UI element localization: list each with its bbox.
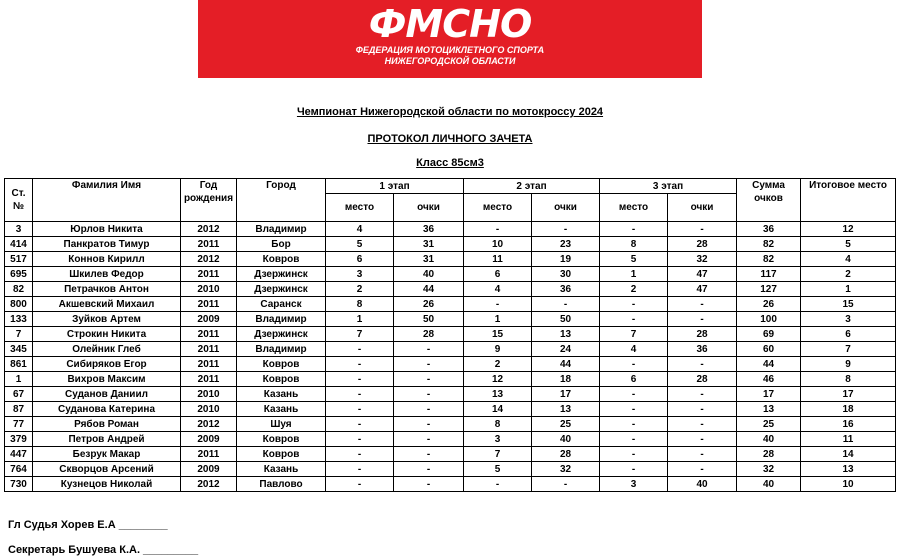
cell-number: 67 (5, 387, 33, 402)
cell-stage2-points: 13 (532, 402, 600, 417)
class-title: Класс 85см3 (416, 157, 484, 169)
cell-stage3-place: - (600, 357, 668, 372)
cell-stage2-points: - (532, 297, 600, 312)
cell-total: 26 (737, 297, 801, 312)
cell-stage3-place: 1 (600, 267, 668, 282)
cell-total: 13 (737, 402, 801, 417)
cell-stage2-place: 2 (464, 357, 532, 372)
cell-number: 3 (5, 222, 33, 237)
cell-city: Казань (237, 402, 326, 417)
cell-stage3-place: - (600, 462, 668, 477)
cell-city: Дзержинск (237, 282, 326, 297)
cell-number: 7 (5, 327, 33, 342)
cell-final-place: 18 (801, 402, 896, 417)
table-row (5, 477, 896, 492)
cell-stage2-points: 44 (532, 357, 600, 372)
cell-stage2-points: 40 (532, 432, 600, 447)
cell-name: Акшевский Михаил (33, 297, 181, 312)
cell-stage3-points: - (668, 357, 737, 372)
cell-stage2-points: 30 (532, 267, 600, 282)
cell-stage1-points: 28 (394, 327, 464, 342)
table-row (5, 342, 896, 357)
cell-city: Дзержинск (237, 267, 326, 282)
cell-stage3-place: - (600, 447, 668, 462)
cell-stage3-place: - (600, 432, 668, 447)
cell-total: 46 (737, 372, 801, 387)
org-name-line2: НИЖЕГОРОДСКОЙ ОБЛАСТИ (384, 56, 516, 66)
cell-stage1-place: - (326, 417, 394, 432)
cell-name: Безрук Макар (33, 447, 181, 462)
cell-stage1-place: - (326, 447, 394, 462)
cell-stage2-points: - (532, 222, 600, 237)
cell-total: 28 (737, 447, 801, 462)
cell-city: Ковров (237, 357, 326, 372)
cell-final-place: 2 (801, 267, 896, 282)
cell-name: Вихров Максим (33, 372, 181, 387)
stage1-place: место (326, 194, 394, 222)
cell-name: Суданов Даниил (33, 387, 181, 402)
cell-stage1-place: - (326, 357, 394, 372)
cell-stage1-place: - (326, 387, 394, 402)
cell-stage1-place: - (326, 402, 394, 417)
cell-number: 1 (5, 372, 33, 387)
cell-number: 82 (5, 282, 33, 297)
cell-stage1-place: - (326, 432, 394, 447)
cell-birth-year: 2010 (181, 282, 237, 297)
table-row (5, 402, 896, 417)
cell-final-place: 8 (801, 372, 896, 387)
cell-number: 77 (5, 417, 33, 432)
cell-final-place: 17 (801, 387, 896, 402)
cell-city: Владимир (237, 222, 326, 237)
cell-stage2-place: - (464, 222, 532, 237)
col-stage1: 1 этап (326, 179, 464, 194)
protocol-title: ПРОТОКОЛ ЛИЧНОГО ЗАЧЕТА (367, 133, 533, 145)
cell-name: Строкин Никита (33, 327, 181, 342)
cell-city: Шуя (237, 417, 326, 432)
col-name: Фамилия Имя (33, 179, 181, 222)
cell-name: Скворцов Арсений (33, 462, 181, 477)
fmsno-logo: ФМСНО (368, 2, 532, 46)
cell-stage2-points: 50 (532, 312, 600, 327)
table-row (5, 357, 896, 372)
cell-birth-year: 2011 (181, 447, 237, 462)
cell-stage3-points: - (668, 222, 737, 237)
cell-stage3-place: 7 (600, 327, 668, 342)
cell-number: 800 (5, 297, 33, 312)
cell-stage2-place: - (464, 477, 532, 492)
cell-name: Коннов Кирилл (33, 252, 181, 267)
cell-name: Петров Андрей (33, 432, 181, 447)
cell-stage1-points: 40 (394, 267, 464, 282)
cell-stage3-points: - (668, 417, 737, 432)
col-stage2: 2 этап (464, 179, 600, 194)
cell-stage3-points: - (668, 402, 737, 417)
chief-judge-signature: Гл Судья Хорев Е.А ________ (8, 519, 168, 531)
cell-birth-year: 2009 (181, 312, 237, 327)
table-row (5, 462, 896, 477)
col-final: Итоговое место (801, 179, 896, 222)
cell-stage2-points: 25 (532, 417, 600, 432)
cell-birth-year: 2012 (181, 222, 237, 237)
cell-name: Суданова Катерина (33, 402, 181, 417)
cell-stage2-place: 8 (464, 417, 532, 432)
cell-stage1-points: - (394, 357, 464, 372)
cell-stage3-place: - (600, 312, 668, 327)
cell-stage3-points: 32 (668, 252, 737, 267)
cell-stage1-points: - (394, 417, 464, 432)
cell-stage1-place: - (326, 477, 394, 492)
cell-stage1-points: 31 (394, 237, 464, 252)
cell-total: 69 (737, 327, 801, 342)
table-row (5, 252, 896, 267)
cell-stage2-points: - (532, 477, 600, 492)
cell-final-place: 14 (801, 447, 896, 462)
cell-stage3-place: - (600, 387, 668, 402)
results-body (5, 222, 896, 492)
cell-total: 60 (737, 342, 801, 357)
cell-number: 447 (5, 447, 33, 462)
cell-birth-year: 2012 (181, 477, 237, 492)
table-row (5, 297, 896, 312)
cell-stage1-points: - (394, 432, 464, 447)
fmsno-banner (198, 0, 702, 78)
cell-final-place: 6 (801, 327, 896, 342)
col-number: Ст. № (5, 179, 33, 222)
cell-stage1-points: - (394, 447, 464, 462)
cell-total: 100 (737, 312, 801, 327)
cell-stage1-place: 7 (326, 327, 394, 342)
cell-city: Ковров (237, 447, 326, 462)
cell-stage3-points: 47 (668, 282, 737, 297)
cell-city: Ковров (237, 252, 326, 267)
cell-stage3-points: 40 (668, 477, 737, 492)
cell-name: Рябов Роман (33, 417, 181, 432)
cell-stage1-place: 3 (326, 267, 394, 282)
stage3-place: место (600, 194, 668, 222)
cell-total: 25 (737, 417, 801, 432)
cell-stage2-place: 11 (464, 252, 532, 267)
cell-stage2-place: 9 (464, 342, 532, 357)
cell-birth-year: 2011 (181, 357, 237, 372)
cell-stage2-place: 3 (464, 432, 532, 447)
cell-stage2-points: 32 (532, 462, 600, 477)
cell-final-place: 15 (801, 297, 896, 312)
cell-stage2-place: 6 (464, 267, 532, 282)
cell-stage1-place: - (326, 342, 394, 357)
cell-stage3-points: 36 (668, 342, 737, 357)
cell-total: 32 (737, 462, 801, 477)
cell-stage3-place: - (600, 402, 668, 417)
cell-name: Шкилев Федор (33, 267, 181, 282)
cell-total: 117 (737, 267, 801, 282)
cell-stage1-place: - (326, 462, 394, 477)
cell-city: Дзержинск (237, 327, 326, 342)
cell-stage1-points: - (394, 387, 464, 402)
cell-stage2-place: 5 (464, 462, 532, 477)
cell-stage1-place: 5 (326, 237, 394, 252)
cell-total: 17 (737, 387, 801, 402)
cell-stage3-points: - (668, 297, 737, 312)
cell-final-place: 1 (801, 282, 896, 297)
cell-total: 40 (737, 477, 801, 492)
table-row (5, 387, 896, 402)
cell-name: Кузнецов Николай (33, 477, 181, 492)
cell-stage3-points: - (668, 432, 737, 447)
cell-total: 36 (737, 222, 801, 237)
col-stage3: 3 этап (600, 179, 737, 194)
results-table (4, 178, 896, 492)
stage2-place: место (464, 194, 532, 222)
cell-total: 82 (737, 252, 801, 267)
table-row (5, 327, 896, 342)
cell-number: 730 (5, 477, 33, 492)
cell-stage1-place: - (326, 372, 394, 387)
cell-name: Панкратов Тимур (33, 237, 181, 252)
table-row (5, 312, 896, 327)
cell-stage3-place: - (600, 222, 668, 237)
cell-number: 517 (5, 252, 33, 267)
cell-birth-year: 2012 (181, 252, 237, 267)
cell-city: Саранск (237, 297, 326, 312)
cell-birth-year: 2011 (181, 342, 237, 357)
cell-stage1-points: - (394, 372, 464, 387)
cell-stage1-place: 4 (326, 222, 394, 237)
cell-stage3-points: 28 (668, 372, 737, 387)
cell-stage1-place: 2 (326, 282, 394, 297)
cell-name: Юрлов Никита (33, 222, 181, 237)
cell-city: Казань (237, 462, 326, 477)
cell-number: 133 (5, 312, 33, 327)
cell-final-place: 16 (801, 417, 896, 432)
cell-stage1-points: 50 (394, 312, 464, 327)
cell-final-place: 4 (801, 252, 896, 267)
cell-birth-year: 2011 (181, 267, 237, 282)
cell-stage1-points: - (394, 342, 464, 357)
cell-stage3-points: - (668, 447, 737, 462)
cell-number: 764 (5, 462, 33, 477)
cell-final-place: 11 (801, 432, 896, 447)
col-city: Город (237, 179, 326, 222)
table-row (5, 282, 896, 297)
cell-final-place: 10 (801, 477, 896, 492)
cell-stage3-place: 6 (600, 372, 668, 387)
cell-stage3-place: 4 (600, 342, 668, 357)
col-birth-year: Год рождения (181, 179, 237, 222)
stage2-points: очки (532, 194, 600, 222)
table-row (5, 372, 896, 387)
cell-city: Владимир (237, 342, 326, 357)
cell-stage2-points: 28 (532, 447, 600, 462)
cell-number: 414 (5, 237, 33, 252)
cell-stage1-place: 1 (326, 312, 394, 327)
cell-city: Ковров (237, 432, 326, 447)
cell-city: Казань (237, 387, 326, 402)
org-name-line1: ФЕДЕРАЦИЯ МОТОЦИКЛЕТНОГО СПОРТА (355, 45, 545, 55)
cell-total: 40 (737, 432, 801, 447)
cell-birth-year: 2011 (181, 372, 237, 387)
cell-stage2-points: 13 (532, 327, 600, 342)
cell-number: 345 (5, 342, 33, 357)
table-row (5, 447, 896, 462)
cell-stage3-points: - (668, 387, 737, 402)
table-row (5, 237, 896, 252)
cell-final-place: 12 (801, 222, 896, 237)
table-row (5, 432, 896, 447)
cell-stage1-points: - (394, 462, 464, 477)
cell-name: Сибиряков Егор (33, 357, 181, 372)
cell-stage1-points: - (394, 402, 464, 417)
cell-city: Бор (237, 237, 326, 252)
cell-birth-year: 2012 (181, 417, 237, 432)
cell-stage2-points: 36 (532, 282, 600, 297)
cell-stage1-points: - (394, 477, 464, 492)
cell-birth-year: 2009 (181, 462, 237, 477)
championship-title: Чемпионат Нижегородской области по мотокроссу 2024 (296, 106, 604, 118)
cell-stage3-place: 2 (600, 282, 668, 297)
cell-stage3-place: 5 (600, 252, 668, 267)
cell-final-place: 7 (801, 342, 896, 357)
table-row (5, 222, 896, 237)
cell-stage2-points: 19 (532, 252, 600, 267)
cell-stage1-points: 26 (394, 297, 464, 312)
cell-birth-year: 2010 (181, 402, 237, 417)
cell-stage1-points: 31 (394, 252, 464, 267)
cell-stage3-points: 47 (668, 267, 737, 282)
cell-birth-year: 2011 (181, 237, 237, 252)
cell-stage2-place: 12 (464, 372, 532, 387)
secretary-signature: Секретарь Бушуева К.А. _________ (8, 544, 199, 556)
cell-stage2-place: 13 (464, 387, 532, 402)
cell-stage3-place: 3 (600, 477, 668, 492)
cell-stage3-place: - (600, 297, 668, 312)
cell-stage3-points: - (668, 462, 737, 477)
col-total: Сумма очков (737, 179, 801, 222)
cell-stage2-points: 24 (532, 342, 600, 357)
cell-stage2-place: 1 (464, 312, 532, 327)
cell-stage2-place: 14 (464, 402, 532, 417)
table-row (5, 417, 896, 432)
cell-total: 44 (737, 357, 801, 372)
cell-name: Зуйков Артем (33, 312, 181, 327)
cell-number: 861 (5, 357, 33, 372)
cell-city: Ковров (237, 372, 326, 387)
cell-name: Олейник Глеб (33, 342, 181, 357)
stage3-points: очки (668, 194, 737, 222)
cell-city: Павлово (237, 477, 326, 492)
cell-stage3-place: 8 (600, 237, 668, 252)
cell-stage3-place: - (600, 417, 668, 432)
cell-stage2-place: 10 (464, 237, 532, 252)
cell-stage2-place: 4 (464, 282, 532, 297)
cell-total: 127 (737, 282, 801, 297)
cell-stage2-points: 18 (532, 372, 600, 387)
cell-number: 695 (5, 267, 33, 282)
cell-final-place: 3 (801, 312, 896, 327)
cell-final-place: 5 (801, 237, 896, 252)
cell-total: 82 (737, 237, 801, 252)
cell-stage1-place: 8 (326, 297, 394, 312)
stage1-points: очки (394, 194, 464, 222)
cell-number: 379 (5, 432, 33, 447)
cell-birth-year: 2011 (181, 327, 237, 342)
cell-stage3-points: 28 (668, 237, 737, 252)
cell-stage2-place: - (464, 297, 532, 312)
cell-stage1-place: 6 (326, 252, 394, 267)
cell-stage2-points: 17 (532, 387, 600, 402)
cell-birth-year: 2010 (181, 387, 237, 402)
cell-stage2-points: 23 (532, 237, 600, 252)
cell-name: Петрачков Антон (33, 282, 181, 297)
cell-stage1-points: 44 (394, 282, 464, 297)
cell-stage3-points: 28 (668, 327, 737, 342)
cell-number: 87 (5, 402, 33, 417)
cell-stage3-points: - (668, 312, 737, 327)
cell-final-place: 13 (801, 462, 896, 477)
cell-final-place: 9 (801, 357, 896, 372)
cell-stage1-points: 36 (394, 222, 464, 237)
cell-stage2-place: 7 (464, 447, 532, 462)
table-row (5, 267, 896, 282)
cell-city: Владимир (237, 312, 326, 327)
cell-birth-year: 2009 (181, 432, 237, 447)
cell-stage2-place: 15 (464, 327, 532, 342)
cell-birth-year: 2011 (181, 297, 237, 312)
